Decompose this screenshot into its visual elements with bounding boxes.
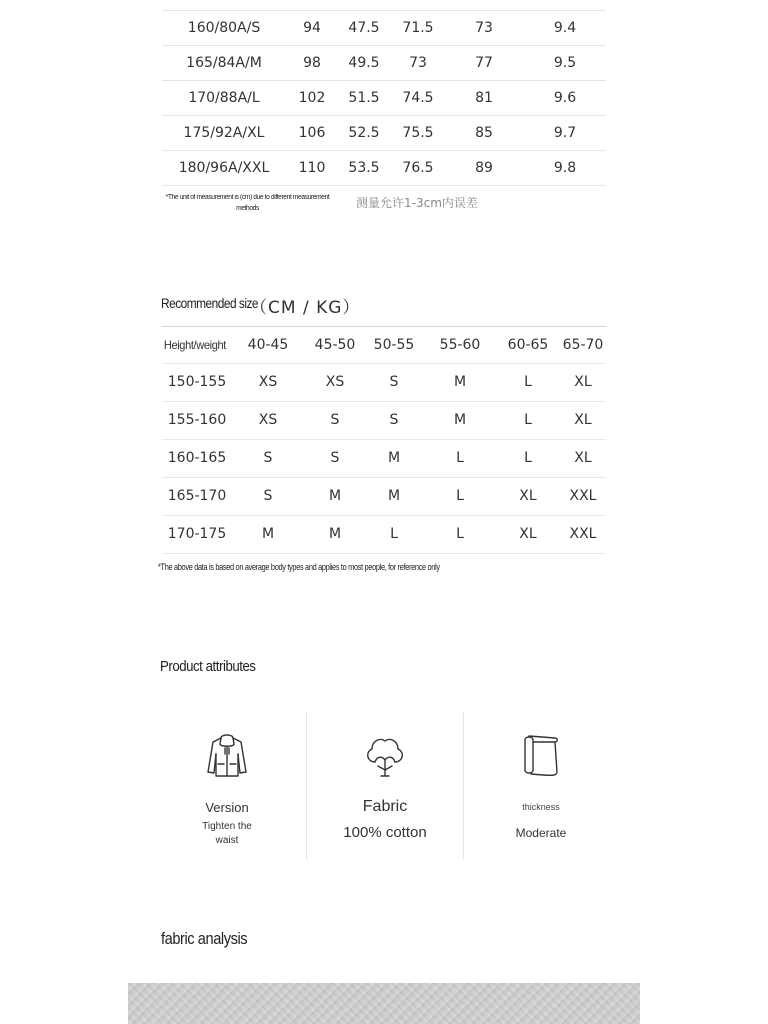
table-cell: 52.5 [348, 125, 380, 141]
table-cell: L [456, 526, 464, 542]
table-cell: L [456, 488, 464, 504]
table-cell: S [389, 374, 399, 390]
attribute-name: thickness [522, 802, 560, 812]
cotton-icon [361, 732, 409, 780]
table-cell: 73 [409, 55, 427, 71]
table-cell: 85 [475, 125, 493, 141]
table-cell: M [453, 412, 467, 428]
table-cell: L [390, 526, 398, 542]
table-row [162, 478, 606, 516]
hoodie-icon [203, 732, 251, 780]
table-cell: 9.6 [553, 90, 577, 106]
table-cell: XL [574, 450, 592, 466]
table-cell: 74.5 [402, 90, 434, 106]
fabric-texture-image [128, 983, 640, 1024]
table-cell: 77 [475, 55, 493, 71]
table-cell: 94 [303, 20, 321, 36]
measurement-note: *The unit of measurement is (cm) due to different measurement methods [165, 194, 330, 212]
table-cell: M [328, 526, 342, 542]
table-cell: 165/84A/M [186, 55, 262, 71]
table-cell [162, 0, 286, 10]
table-cell: M [387, 488, 401, 504]
table-cell: XL [519, 526, 537, 542]
table-row [162, 0, 606, 11]
table-cell: XS [258, 374, 278, 390]
table-header-row [162, 327, 606, 364]
attribute-value: Tighten the waist [202, 821, 252, 846]
recommended-size-unit: （CM / KG） [250, 298, 361, 318]
table-cell: 165-170 [167, 488, 227, 504]
table-cell: 160-165 [167, 450, 227, 466]
table-cell: L [524, 450, 532, 466]
table-cell: 53.5 [348, 160, 380, 176]
table-cell: L [456, 450, 464, 466]
table-cell: M [261, 526, 275, 542]
table-cell: 170/88A/L [188, 90, 260, 106]
table-cell: 9.7 [553, 125, 577, 141]
product-attributes-title: Product attributes [160, 658, 256, 675]
table-cell: M [453, 374, 467, 390]
table-row [162, 116, 606, 151]
table-header-cell: 65-70 [562, 337, 604, 353]
table-cell: XXL [569, 488, 597, 504]
table-cell: M [387, 450, 401, 466]
table-cell: 49.5 [348, 55, 380, 71]
recommended-size-table [162, 326, 606, 554]
table-cell: 75.5 [402, 125, 434, 141]
table-cell: 76.5 [402, 160, 434, 176]
table-cell: 160/80A/S [187, 20, 261, 36]
table-cell: XL [519, 488, 537, 504]
table-cell: 9.4 [553, 20, 577, 36]
table-cell: 180/96A/XXL [178, 160, 270, 176]
table-cell: 9.8 [553, 160, 577, 176]
table-row [162, 11, 606, 46]
attribute-thickness [463, 712, 619, 860]
table-cell: L [524, 412, 532, 428]
table-cell: 98 [303, 55, 321, 71]
table-header-cell: 60-65 [507, 337, 549, 353]
table-row [162, 364, 606, 402]
table-cell [545, 0, 585, 10]
table-row [162, 46, 606, 81]
table-cell: L [524, 374, 532, 390]
reference-note: *The above data is based on average body types and applies to most people, for reference only [158, 562, 440, 572]
table-cell: 150-155 [167, 374, 227, 390]
table-cell: 175/92A/XL [183, 125, 265, 141]
size-table [162, 0, 606, 186]
table-row [162, 440, 606, 478]
table-cell: 102 [298, 90, 326, 106]
table-cell: 9.5 [553, 55, 577, 71]
table-cell: 170-175 [167, 526, 227, 542]
table-cell: XS [258, 412, 278, 428]
table-cell: S [330, 450, 340, 466]
table-cell: S [263, 488, 273, 504]
attribute-value: Moderate [515, 826, 567, 840]
table-header-cell: Height/weight [163, 338, 226, 352]
table-cell: XS [325, 374, 345, 390]
table-cell: S [263, 450, 273, 466]
table-cell: 51.5 [348, 90, 380, 106]
table-cell: 47.5 [348, 20, 380, 36]
table-header-cell: 45-50 [314, 337, 356, 353]
table-header-cell: 55-60 [439, 337, 481, 353]
table-header-cell: 50-55 [373, 337, 415, 353]
attribute-name: Version [205, 800, 249, 815]
table-cell [464, 0, 504, 10]
attribute-value: 100% cotton [343, 824, 427, 841]
table-cell: 71.5 [402, 20, 434, 36]
table-cell: 106 [298, 125, 326, 141]
table-cell: 110 [298, 160, 326, 176]
table-cell [344, 0, 384, 10]
table-cell: S [389, 412, 399, 428]
recommended-size-title: Recommended size [161, 295, 259, 311]
table-row [162, 81, 606, 116]
attribute-fabric [306, 712, 464, 860]
fabric-roll-icon [517, 732, 565, 780]
table-cell [292, 0, 332, 10]
attribute-name: Fabric [362, 798, 408, 815]
table-cell: S [330, 412, 340, 428]
fabric-analysis-title: fabric analysis [161, 929, 248, 948]
table-cell: XXL [569, 526, 597, 542]
table-row [162, 151, 606, 186]
table-row [162, 516, 606, 554]
table-cell: 89 [475, 160, 493, 176]
table-row [162, 402, 606, 440]
attribute-version [149, 712, 305, 860]
table-cell: XL [574, 412, 592, 428]
table-cell: 73 [475, 20, 493, 36]
table-cell: XL [574, 374, 592, 390]
table-header-cell: 40-45 [247, 337, 289, 353]
table-cell: M [328, 488, 342, 504]
table-cell: 155-160 [167, 412, 227, 428]
table-cell: 81 [475, 90, 493, 106]
tolerance-note: 测量允许1-3cm内误差 [356, 196, 478, 210]
table-cell [398, 0, 438, 10]
